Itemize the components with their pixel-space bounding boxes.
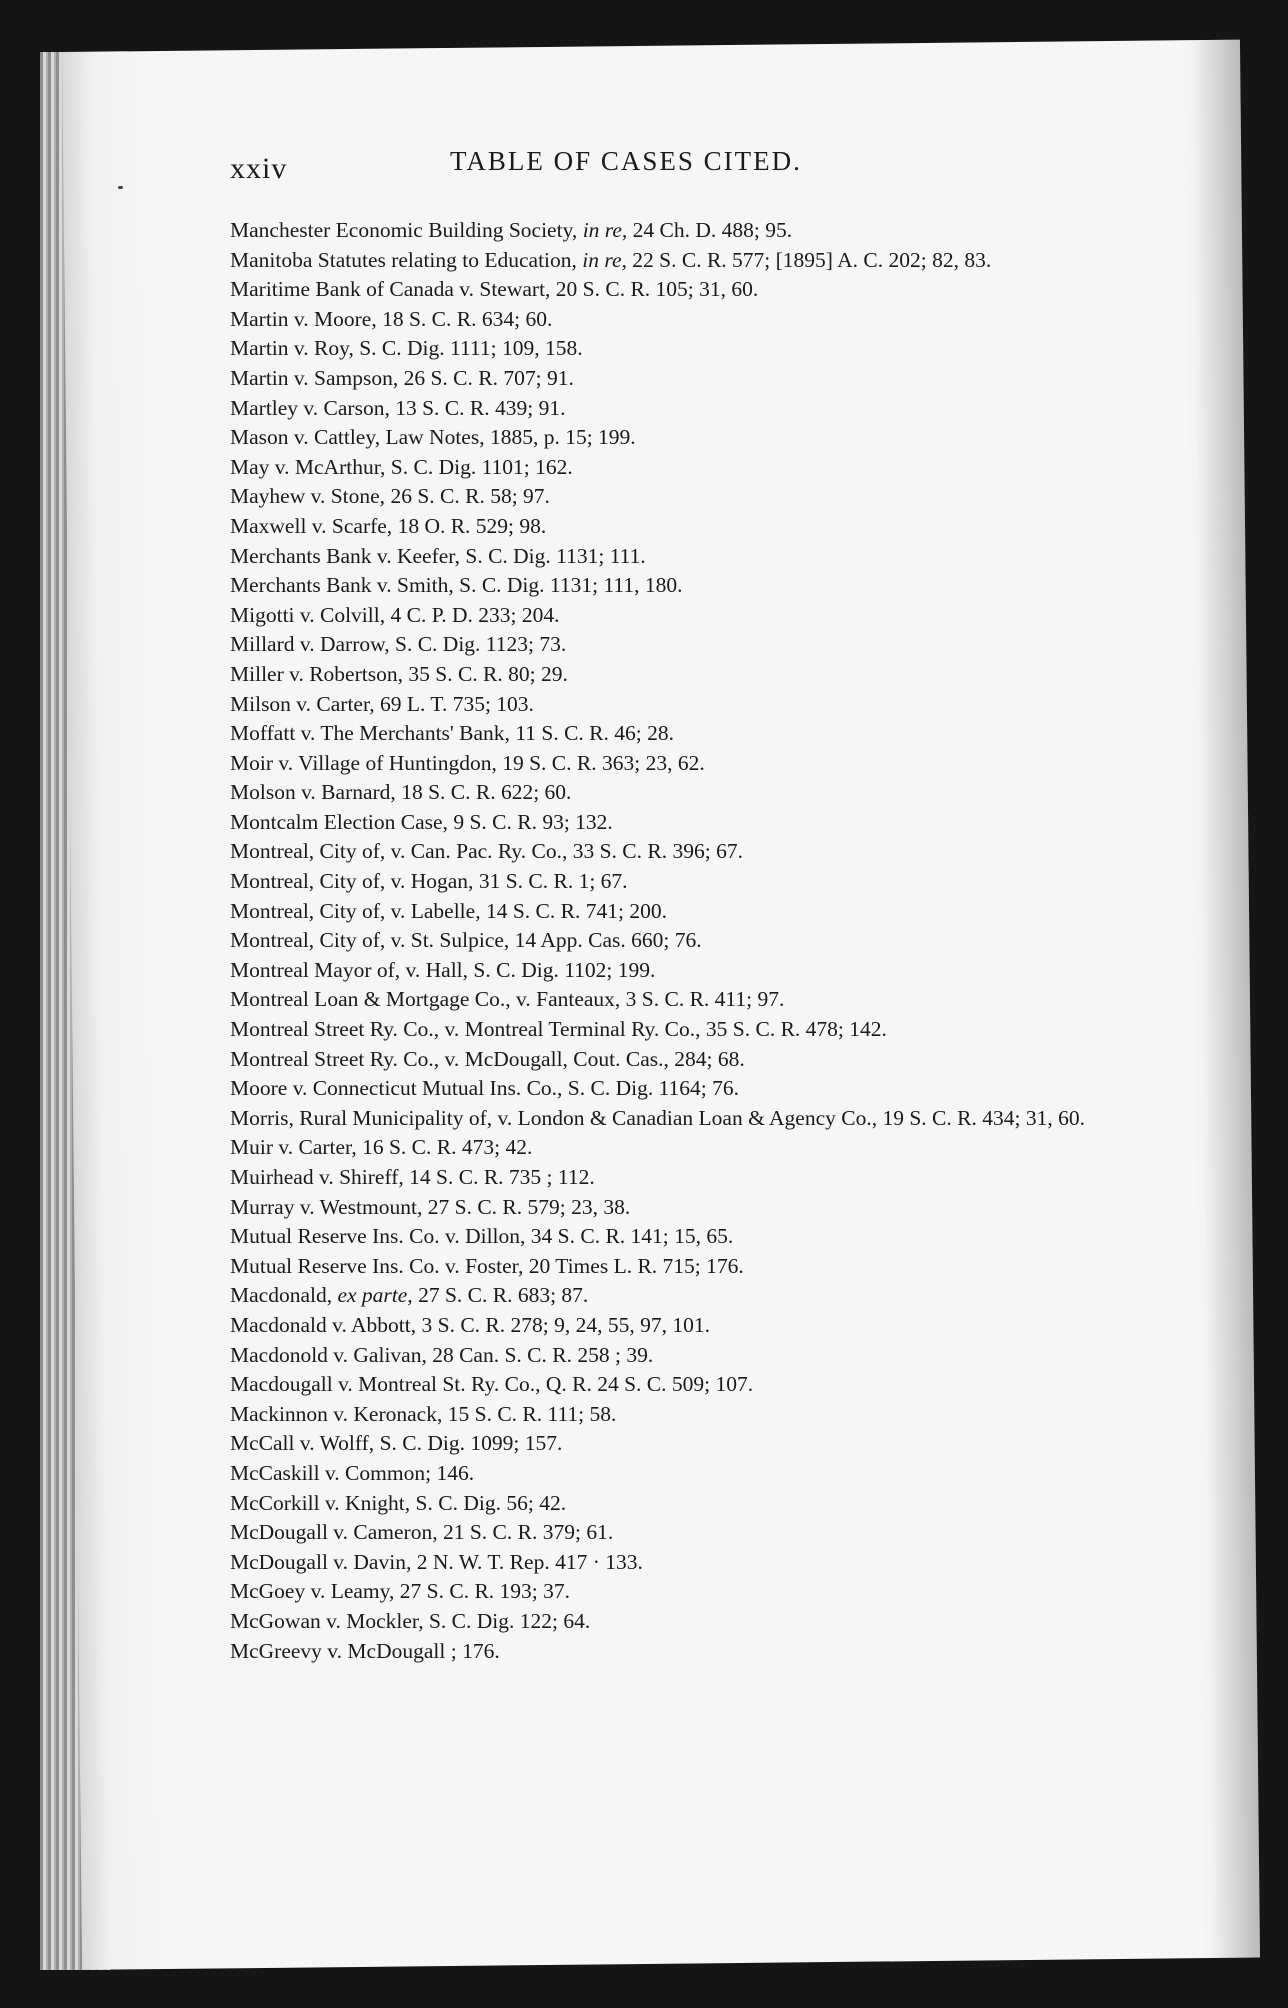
case-citation: 19 S. C. R. 363; 23, 62.: [502, 750, 705, 775]
case-name: Macdougall v. Montreal St. Ry. Co.,: [230, 1372, 541, 1397]
case-citation: S. C. Dig. 1111; 109, 158.: [359, 336, 583, 361]
case-entry: [230, 305, 1090, 335]
case-citation: 20 S. C. R. 105; 31, 60.: [555, 277, 759, 302]
case-entry: [230, 1400, 1090, 1430]
case-name: Migotti v. Colvill,: [230, 602, 386, 627]
case-entry: [230, 394, 1090, 424]
case-entry: [230, 246, 1090, 276]
case-entry: [230, 749, 1090, 779]
case-citation: 18 S. C. R. 622; 60.: [401, 780, 572, 805]
case-citation: 27 S. C. R. 193; 37.: [399, 1579, 571, 1604]
case-entry: [230, 1311, 1090, 1341]
case-entry: [230, 1548, 1090, 1578]
case-citation: 35 S. C. R. 80; 29.: [408, 661, 568, 686]
case-citation: S. C. Dig. 1099; 157.: [379, 1431, 563, 1456]
case-entry: [230, 719, 1090, 749]
case-name: Montreal, City of, v. Hogan,: [230, 869, 474, 894]
case-citation: 31 S. C. R. 1; 67.: [478, 869, 628, 894]
case-name: Muirhead v. Shireff,: [230, 1165, 404, 1189]
case-name: McCall v. Wolff,: [230, 1431, 375, 1456]
case-entry: [230, 867, 1090, 897]
case-name: Mutual Reserve Ins. Co. v. Dillon,: [230, 1224, 526, 1249]
case-latin-phrase: in re,: [582, 247, 627, 272]
case-citation: 14 App. Cas. 660; 76.: [514, 928, 702, 953]
case-citation: S. C. Dig. 1102; 199.: [473, 957, 656, 982]
case-citation: 24 Ch. D. 488; 95.: [632, 218, 793, 242]
case-citation: Law Notes, 1885, p. 15; 199.: [385, 425, 636, 450]
case-entry: [230, 1518, 1090, 1548]
case-name: Montcalm Election Case,: [230, 809, 448, 834]
case-entry: [230, 364, 1090, 394]
case-entry: [230, 1281, 1090, 1311]
case-citation: 2 N. W. T. Rep. 417 · 133.: [416, 1549, 643, 1574]
case-name: Manitoba Statutes relating to Education,: [230, 247, 577, 272]
case-name: Manchester Economic Building Society,: [230, 218, 578, 242]
case-name: McGoey v. Leamy,: [230, 1579, 395, 1604]
case-name: Millard v. Darrow,: [230, 632, 390, 657]
case-name: May v. McArthur,: [230, 454, 386, 479]
case-latin-phrase: in re,: [582, 218, 628, 242]
case-name: Montreal, City of, v. Labelle,: [230, 898, 481, 923]
case-name: Mayhew v. Stone,: [230, 484, 386, 509]
case-citation: 28 Can. S. C. R. 258 ; 39.: [432, 1342, 654, 1367]
case-citation: S. C. Dig. 122; 64.: [428, 1608, 591, 1633]
case-entry: [230, 1045, 1090, 1075]
case-citation: 18 O. R. 529; 98.: [397, 513, 547, 538]
case-name: Milson v. Carter,: [230, 691, 375, 716]
case-entry: [230, 571, 1090, 601]
case-citation: 3 S. C. R. 278; 9, 24, 55, 97, 101.: [421, 1312, 710, 1337]
case-name: Montreal, City of, v. Can. Pac. Ry. Co.,: [230, 839, 568, 864]
case-entry: [230, 1163, 1090, 1193]
case-citation: 69 L. T. 735; 103.: [380, 691, 534, 716]
case-name: Molson v. Barnard,: [230, 780, 396, 805]
case-entry: [230, 630, 1090, 660]
case-entry: [230, 1193, 1090, 1223]
case-citation: 26 S. C. R. 58; 97.: [390, 484, 550, 509]
case-name: Moore v. Connecticut Mutual Ins. Co.,: [230, 1076, 563, 1101]
case-name: Macdonold v. Galivan,: [230, 1342, 427, 1367]
case-citation: S. C. Dig. 1131; 111, 180.: [459, 573, 683, 598]
case-citation: S. C. Dig. 1164; 76.: [567, 1076, 740, 1101]
case-name: Miller v. Robertson,: [230, 661, 403, 686]
case-entry: [230, 837, 1090, 867]
case-entry: [230, 778, 1090, 808]
case-entry: [230, 1252, 1090, 1282]
case-name: Martin v. Roy,: [230, 336, 354, 361]
case-entry: [230, 601, 1090, 631]
case-name: Montreal Mayor of, v. Hall,: [230, 957, 469, 982]
case-citation: 146.: [436, 1460, 475, 1485]
case-name: Mutual Reserve Ins. Co. v. Foster,: [230, 1253, 524, 1278]
case-entry: [230, 1015, 1090, 1045]
case-name: Montreal Loan & Mortgage Co., v. Fanteaux,: [230, 987, 621, 1012]
case-name: Moir v. Village of Huntingdon,: [230, 750, 497, 775]
case-name: Merchants Bank v. Keefer,: [230, 543, 460, 568]
case-citation: 35 S. C. R. 478; 142.: [705, 1017, 887, 1042]
case-name: Montreal, City of, v. St. Sulpice,: [230, 928, 510, 953]
case-name: Macdonald,: [230, 1283, 333, 1308]
case-citation: 16 S. C. R. 473; 42.: [362, 1135, 533, 1160]
case-entry: [230, 1429, 1090, 1459]
case-citation: 18 S. C. R. 634; 60.: [382, 306, 553, 331]
case-name: Moffatt v. The Merchants' Bank,: [230, 721, 510, 746]
case-citation: 26 S. C. R. 707; 91.: [403, 365, 574, 390]
case-entry: [230, 985, 1090, 1015]
case-entry: [230, 334, 1090, 364]
case-citation: 14 S. C. R. 735 ; 112.: [409, 1165, 595, 1189]
case-name: Morris, Rural Municipality of, v. London & Canadian Loan & Agency Co.,: [230, 1105, 878, 1130]
case-name: McCaskill v. Common;: [230, 1460, 432, 1485]
case-citation: 22 S. C. R. 577; [1895] A. C. 202; 82, 83.: [632, 247, 992, 272]
case-citation: 27 S. C. R. 579; 23, 38.: [427, 1194, 631, 1219]
case-name: McCorkill v. Knight,: [230, 1490, 411, 1515]
case-name: Martin v. Moore,: [230, 306, 377, 331]
ink-speck: [118, 186, 123, 189]
case-entry: [230, 1222, 1090, 1252]
case-name: Mason v. Cattley,: [230, 425, 381, 450]
case-name: Murray v. Westmount,: [230, 1194, 423, 1219]
case-entry: [230, 926, 1090, 956]
case-entry: [230, 690, 1090, 720]
case-entry: [230, 1341, 1090, 1371]
case-citation: Cout. Cas., 284; 68.: [573, 1046, 745, 1071]
case-list: [230, 216, 1090, 1666]
case-citation: 4 C. P. D. 233; 204.: [390, 602, 560, 627]
case-entry: [230, 423, 1090, 453]
case-citation: 21 S. C. R. 379; 61.: [442, 1520, 614, 1545]
case-name: Martley v. Carson,: [230, 395, 390, 420]
case-name: Macdonald v. Abbott,: [230, 1312, 417, 1337]
case-citation: S. C. Dig. 1123; 73.: [395, 632, 567, 657]
case-entry: [230, 512, 1090, 542]
case-entry: [230, 453, 1090, 483]
case-name: Mackinnon v. Keronack,: [230, 1401, 443, 1426]
case-citation: 9 S. C. R. 93; 132.: [453, 809, 613, 834]
case-citation: 11 S. C. R. 46; 28.: [515, 721, 675, 746]
case-name: McDougall v. Davin,: [230, 1549, 412, 1574]
case-name: McGowan v. Mockler,: [230, 1608, 424, 1633]
case-citation: 34 S. C. R. 141; 15, 65.: [530, 1224, 734, 1249]
case-name: Maxwell v. Scarfe,: [230, 513, 393, 538]
case-name: Martin v. Sampson,: [230, 365, 399, 390]
case-entry: [230, 1104, 1090, 1134]
case-name: Muir v. Carter,: [230, 1135, 357, 1160]
case-latin-phrase: ex parte,: [337, 1283, 413, 1308]
page-title: TABLE OF CASES CITED.: [450, 146, 802, 176]
case-name: McGreevy v. McDougall: [230, 1638, 446, 1663]
case-citation: 20 Times L. R. 715; 176.: [528, 1253, 744, 1278]
case-entry: [230, 1370, 1090, 1400]
page-number: xxiv: [230, 152, 288, 185]
case-citation: 19 S. C. R. 434; 31, 60.: [882, 1105, 1085, 1130]
case-entry: [230, 275, 1090, 305]
case-entry: [230, 216, 1090, 246]
case-entry: [230, 482, 1090, 512]
case-citation: 13 S. C. R. 439; 91.: [395, 395, 566, 420]
case-entry: [230, 660, 1090, 690]
case-name: Montreal Street Ry. Co., v. McDougall,: [230, 1046, 568, 1071]
case-citation: Q. R. 24 S. C. 509; 107.: [545, 1372, 754, 1397]
case-citation: 14 S. C. R. 741; 200.: [485, 898, 667, 923]
case-name: Montreal Street Ry. Co., v. Montreal Terminal Ry. Co.,: [230, 1017, 701, 1042]
case-citation: 27 S. C. R. 683; 87.: [418, 1283, 589, 1308]
case-name: McDougall v. Cameron,: [230, 1520, 438, 1545]
case-citation: ; 176.: [450, 1638, 500, 1663]
case-entry: [230, 897, 1090, 927]
case-entry: [230, 1489, 1090, 1519]
case-entry: [230, 1607, 1090, 1637]
case-entry: [230, 1577, 1090, 1607]
case-citation: 33 S. C. R. 396; 67.: [572, 839, 743, 864]
case-entry: [230, 1074, 1090, 1104]
case-entry: [230, 956, 1090, 986]
case-citation: 15 S. C. R. 111; 58.: [447, 1401, 617, 1426]
case-citation: 3 S. C. R. 411; 97.: [625, 987, 785, 1012]
gutter-shadow: [1192, 40, 1260, 1958]
case-entry: [230, 1637, 1090, 1667]
case-name: Merchants Bank v. Smith,: [230, 573, 454, 598]
case-entry: [230, 542, 1090, 572]
case-name: Maritime Bank of Canada v. Stewart,: [230, 277, 551, 302]
case-citation: S. C. Dig. 1131; 111.: [465, 543, 646, 568]
case-entry: [230, 808, 1090, 838]
running-head: [230, 146, 1090, 190]
case-citation: S. C. Dig. 56; 42.: [415, 1490, 567, 1515]
case-entry: [230, 1459, 1090, 1489]
case-citation: S. C. Dig. 1101; 162.: [390, 454, 573, 479]
case-entry: [230, 1133, 1090, 1163]
